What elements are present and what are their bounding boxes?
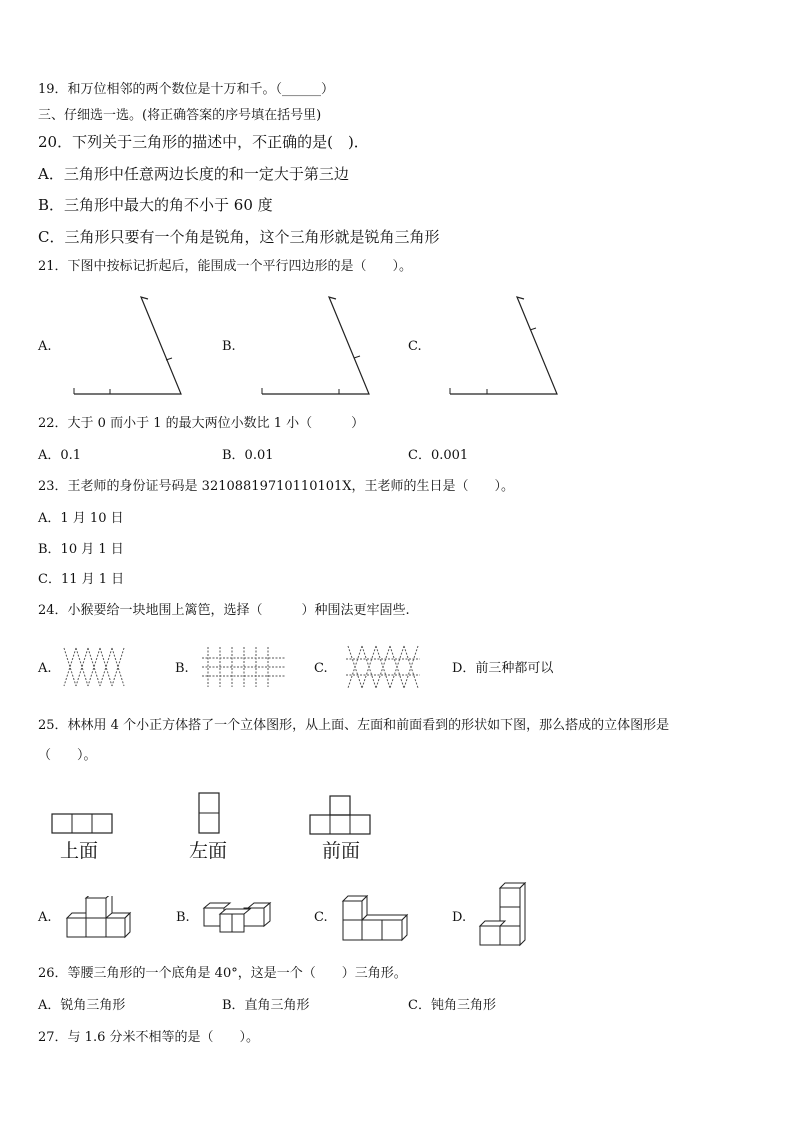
question-26-stem: 26．等腰三角形的一个底角是 40°，这是一个（ ）三角形。 — [38, 966, 407, 981]
question-23-option-a: A．1 月 10 日 — [38, 511, 124, 526]
question-25-label-d: D. — [452, 910, 467, 925]
cube-figure-c — [340, 895, 410, 943]
question-25-stem-line2: （ ）。 — [38, 748, 97, 763]
question-20-option-c: C．三角形只要有一个角是锐角，这个三角形就是锐角三角形 — [38, 228, 440, 246]
fence-pattern-a — [62, 646, 128, 688]
fence-pattern-b — [200, 646, 288, 688]
question-22-option-c: C．0.001 — [408, 448, 469, 463]
fold-figure-c — [444, 290, 564, 400]
question-24-option-d: D．前三种都可以 — [452, 661, 554, 676]
fold-figure-a — [68, 290, 188, 400]
question-25-stem: 25．林林用 4 个小正方体搭了一个立体图形，从上面、左面和前面看到的形状如下图，那么搭成的立体图形是 — [38, 718, 670, 733]
question-25-label-b: B. — [176, 910, 190, 925]
question-27-stem: 27．与 1.6 分米不相等的是（ ）。 — [38, 1030, 259, 1045]
view-top-label: 上面 — [60, 840, 99, 862]
question-26-option-a: A．锐角三角形 — [38, 998, 126, 1013]
view-front-label: 前面 — [322, 840, 361, 862]
question-22-option-a: A．0.1 — [38, 448, 82, 463]
question-20-option-b: B．三角形中最大的角不小于 60 度 — [38, 196, 273, 214]
question-24-label-a: A. — [38, 661, 52, 676]
question-26-option-c: C．钝角三角形 — [408, 998, 496, 1013]
view-left-label: 左面 — [189, 840, 228, 862]
view-front-figure — [308, 794, 374, 836]
cube-figure-a — [64, 896, 132, 942]
fold-figure-b — [256, 290, 376, 400]
question-21-label-b: B. — [222, 339, 236, 354]
section-3-heading: 三、仔细选一选。(将正确答案的序号填在括号里) — [38, 108, 322, 123]
question-23-stem: 23．王老师的身份证号码是 32108819710110101X，王老师的生日是（ ）。 — [38, 479, 515, 494]
question-23-option-b: B．10 月 1 日 — [38, 542, 124, 557]
cube-figure-d — [478, 882, 530, 948]
question-25-label-c: C. — [314, 910, 328, 925]
question-21-label-a: A. — [38, 339, 52, 354]
question-22-stem: 22．大于 0 而小于 1 的最大两位小数比 1 小（ ） — [38, 416, 365, 431]
question-20-option-a: A．三角形中任意两边长度的和一定大于第三边 — [38, 165, 349, 183]
view-left-figure — [197, 791, 221, 834]
question-21-stem: 21．下图中按标记折起后，能围成一个平行四边形的是（ ）。 — [38, 259, 413, 274]
question-23-option-c: C．11 月 1 日 — [38, 572, 125, 587]
question-25-label-a: A. — [38, 910, 52, 925]
question-22-option-b: B．0.01 — [222, 448, 274, 463]
question-24-label-c: C. — [314, 661, 328, 676]
question-21-label-c: C. — [408, 339, 422, 354]
question-19: 19．和万位相邻的两个数位是十万和千。（______） — [38, 82, 335, 97]
question-20-stem: 20．下列关于三角形的描述中，不正确的是( )． — [38, 133, 369, 151]
view-top-figure — [50, 812, 114, 834]
cube-figure-b — [202, 900, 272, 934]
fence-pattern-c — [344, 644, 422, 690]
question-24-label-b: B. — [175, 661, 189, 676]
question-26-option-b: B．直角三角形 — [222, 998, 310, 1013]
question-24-stem: 24．小猴要给一块地围上篱笆，选择（ ）种围法更牢固些. — [38, 603, 410, 618]
